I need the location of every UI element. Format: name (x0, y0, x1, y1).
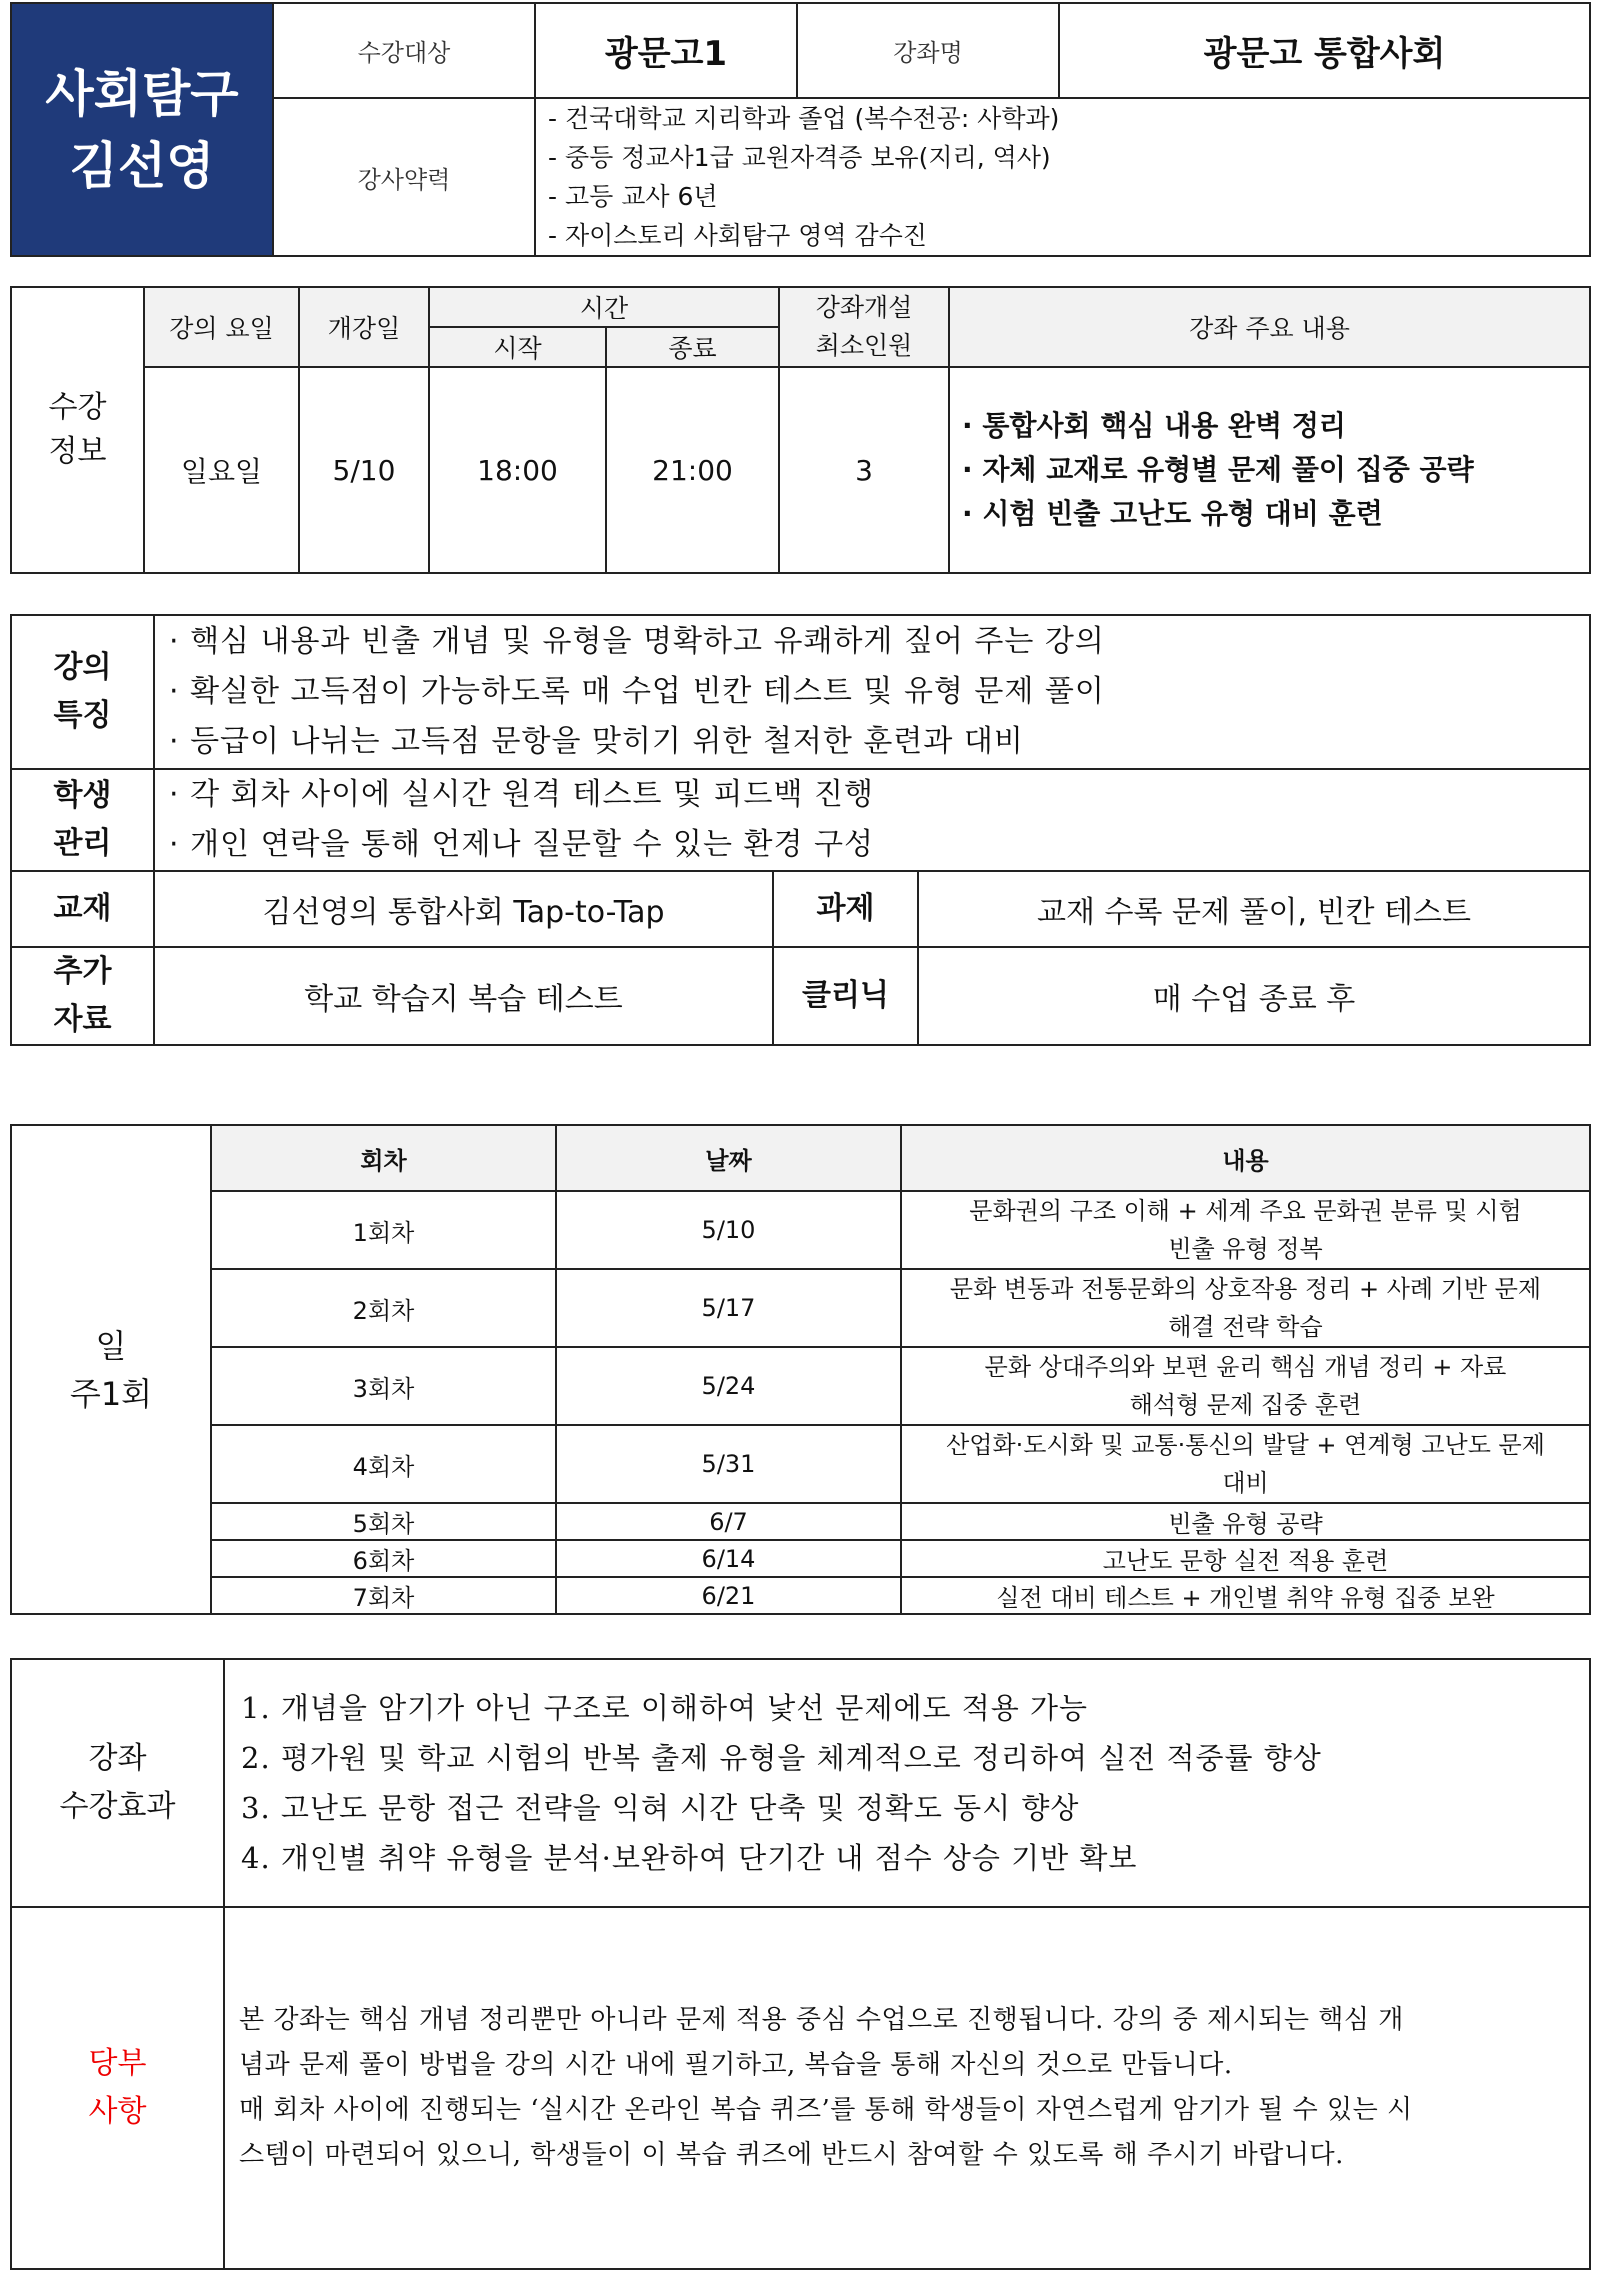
table-row (11, 1425, 1590, 1503)
content-item: · 통합사회 핵심 내용 완벽 정리 (962, 409, 1346, 442)
feature-item: · 핵심 내용과 빈출 개념 및 유형을 명확하고 유쾌하게 짚어 주는 강의 (169, 624, 1105, 659)
label-line: 사항 (88, 2094, 147, 2129)
label-line: 자료 (53, 1002, 112, 1037)
content-line: 문화 변동과 전통문화의 상호작용 정리 + 사례 기반 문제 (949, 1275, 1542, 1303)
end-time-value: 21:00 (606, 367, 779, 573)
career-item: - 건국대학교 지리학과 졸업 (복수전공: 사학과) (548, 104, 1060, 133)
label-line: 당부 (88, 2046, 147, 2081)
col-start: 시작 (429, 327, 606, 367)
col-date: 날짜 (556, 1125, 901, 1191)
content-line: 해석형 문제 집중 훈련 (1129, 1391, 1362, 1419)
career-label: 강사약력 (273, 98, 535, 256)
table-row (11, 1269, 1590, 1347)
student-care-item: · 개인 연락을 통해 언제나 질문할 수 있는 환경 구성 (169, 827, 874, 862)
extra-material-label (11, 947, 154, 1045)
open-date-value: 5/10 (299, 367, 429, 573)
date-cell: 5/31 (556, 1425, 901, 1503)
notice-line: 념과 문제 풀이 방법을 강의 시간 내에 필기하고, 복습을 통해 자신의 것으로 만듭니다. (239, 2050, 1233, 2080)
course-info-table (10, 286, 1591, 574)
effect-item: 2. 평가원 및 학교 시험의 반복 출제 유형을 체계적으로 정리하여 실전 적중률 향상 (241, 1741, 1322, 1775)
course-info-label (11, 287, 144, 573)
course-label: 강좌명 (797, 3, 1059, 98)
content-item: · 시험 빈출 고난도 유형 대비 훈련 (962, 497, 1383, 530)
effects-list (224, 1659, 1590, 1907)
col-content: 내용 (901, 1125, 1590, 1191)
career-item: - 중등 정교사1급 교원자격증 보유(지리, 역사) (548, 143, 1051, 172)
label-line: 정보 (48, 434, 107, 469)
date-cell: 5/17 (556, 1269, 901, 1347)
notice-line: 본 강좌는 핵심 개념 정리뿐만 아니라 문제 적용 중심 수업으로 진행됩니다. 강의 중 제시되는 핵심 개 (239, 2005, 1404, 2035)
feature-item: · 확실한 고득점이 가능하도록 매 수업 빈칸 테스트 및 유형 문제 풀이 (169, 674, 1105, 709)
col-min-students (779, 287, 949, 367)
date-cell: 5/10 (556, 1191, 901, 1269)
label-line: 관리 (53, 826, 112, 861)
effects-table (10, 1658, 1591, 2270)
date-cell: 6/21 (556, 1577, 901, 1614)
col-main-content: 강좌 주요 내용 (949, 287, 1590, 367)
label-line: 강좌 (88, 1741, 147, 1776)
col-open-date: 개강일 (299, 287, 429, 367)
session-cell: 2회차 (211, 1269, 556, 1347)
session-cell: 3회차 (211, 1347, 556, 1425)
col-end: 종료 (606, 327, 779, 367)
schedule-table (10, 1124, 1591, 1615)
features-table (10, 614, 1591, 1046)
notice-label (11, 1907, 224, 2269)
homework-label: 과제 (773, 871, 918, 947)
label-line: 학생 (53, 778, 112, 813)
brand-subject: 사회탐구 (45, 64, 239, 123)
feature-label (11, 615, 154, 769)
content-cell: 실전 대비 테스트 + 개인별 취약 유형 집중 보완 (901, 1577, 1590, 1614)
career-item: - 자이스토리 사회탐구 영역 감수진 (548, 221, 927, 250)
main-content-list (949, 367, 1590, 573)
content-line: 대비 (1222, 1469, 1269, 1497)
date-cell: 6/7 (556, 1503, 901, 1540)
feature-item: · 등급이 나뉘는 고득점 문항을 맞히기 위한 철저한 훈련과 대비 (169, 724, 1024, 759)
student-care-list (154, 769, 1590, 871)
date-cell: 5/24 (556, 1347, 901, 1425)
clinic-label: 클리닉 (773, 947, 918, 1045)
label-line: 수강 (48, 390, 107, 425)
label-line: 강의 (53, 650, 112, 685)
student-care-item: · 각 회차 사이에 실시간 원격 테스트 및 피드백 진행 (169, 777, 874, 812)
notice-line: 매 회차 사이에 진행되는 ‘실시간 온라인 복습 퀴즈’를 통해 학생들이 자연스럽게 암기가 될 수 있는 시 (239, 2095, 1413, 2125)
label-line: 특징 (53, 698, 112, 733)
textbook-value: 김선영의 통합사회 Tap-to-Tap (154, 871, 773, 947)
table-row (11, 1503, 1590, 1540)
feature-list (154, 615, 1590, 769)
content-cell (901, 1191, 1590, 1269)
homework-value: 교재 수록 문제 풀이, 빈칸 테스트 (918, 871, 1590, 947)
content-cell (901, 1269, 1590, 1347)
table-row (11, 1577, 1590, 1614)
label-line: 수강효과 (59, 1789, 176, 1824)
target-value: 광문고1 (535, 3, 797, 98)
career-item: - 고등 교사 6년 (548, 182, 718, 211)
student-care-label (11, 769, 154, 871)
col-time: 시간 (429, 287, 779, 327)
effects-label (11, 1659, 224, 1907)
target-label: 수강대상 (273, 3, 535, 98)
col-session: 회차 (211, 1125, 556, 1191)
label-line: 최소인원 (815, 331, 913, 360)
table-row (11, 1540, 1590, 1577)
instructor-brand (11, 3, 273, 256)
table-row (11, 1347, 1590, 1425)
notice-text (224, 1907, 1590, 2269)
content-line: 해결 전략 학습 (1168, 1313, 1323, 1341)
content-cell: 빈출 유형 공략 (901, 1503, 1590, 1540)
label-line: 일 (95, 1326, 127, 1365)
content-line: 문화권의 구조 이해 + 세계 주요 문화권 분류 및 시험 (969, 1197, 1522, 1225)
label-line: 주1회 (69, 1374, 153, 1413)
content-line: 산업화·도시화 및 교통·통신의 발달 + 연계형 고난도 문제 (946, 1431, 1545, 1459)
content-item: · 자체 교재로 유형별 문제 풀이 집중 공략 (962, 453, 1474, 486)
label-line: 추가 (53, 954, 112, 989)
extra-material-value: 학교 학습지 복습 테스트 (154, 947, 773, 1045)
career-list (535, 98, 1590, 256)
content-line: 빈출 유형 정복 (1168, 1235, 1323, 1263)
day-value: 일요일 (144, 367, 299, 573)
content-cell: 고난도 문항 실전 적용 훈련 (901, 1540, 1590, 1577)
textbook-label: 교재 (11, 871, 154, 947)
session-cell: 4회차 (211, 1425, 556, 1503)
notice-line: 스템이 마련되어 있으니, 학생들이 이 복습 퀴즈에 반드시 참여할 수 있도록 해 주시기 바랍니다. (239, 2140, 1344, 2170)
clinic-value: 매 수업 종료 후 (918, 947, 1590, 1045)
effect-item: 4. 개인별 취약 유형을 분석·보완하여 단기간 내 점수 상승 기반 확보 (241, 1841, 1138, 1875)
label-line: 강좌개설 (815, 293, 913, 322)
min-students-value: 3 (779, 367, 949, 573)
session-cell: 5회차 (211, 1503, 556, 1540)
session-cell: 1회차 (211, 1191, 556, 1269)
course-value: 광문고 통합사회 (1059, 3, 1590, 98)
schedule-label (11, 1125, 211, 1614)
session-cell: 7회차 (211, 1577, 556, 1614)
content-cell (901, 1347, 1590, 1425)
table-row (11, 1191, 1590, 1269)
date-cell: 6/14 (556, 1540, 901, 1577)
content-line: 문화 상대주의와 보편 윤리 핵심 개념 정리 + 자료 (984, 1353, 1507, 1381)
effect-item: 1. 개념을 암기가 아닌 구조로 이해하여 낯선 문제에도 적용 가능 (241, 1691, 1088, 1725)
brand-instructor: 김선영 (69, 136, 215, 195)
content-cell (901, 1425, 1590, 1503)
header-table (10, 2, 1591, 257)
col-day: 강의 요일 (144, 287, 299, 367)
effect-item: 3. 고난도 문항 접근 전략을 익혀 시간 단축 및 정확도 동시 향상 (241, 1791, 1080, 1825)
start-time-value: 18:00 (429, 367, 606, 573)
session-cell: 6회차 (211, 1540, 556, 1577)
